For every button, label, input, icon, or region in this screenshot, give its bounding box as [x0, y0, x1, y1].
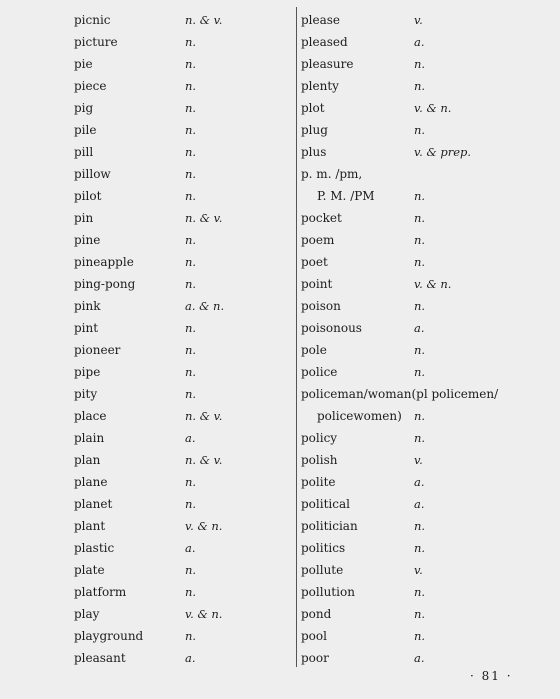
entry-part-of-speech: n.	[185, 167, 197, 181]
entry-word: pile	[74, 123, 97, 137]
entry-part-of-speech: n.	[185, 189, 197, 203]
entry-row	[74, 207, 289, 229]
entry-part-of-speech: n. & v.	[185, 409, 223, 423]
entry-row	[74, 449, 289, 471]
entry-word: P. M. /PM	[317, 189, 375, 203]
entry-row	[301, 295, 541, 317]
entry-word: pilot	[74, 189, 102, 203]
entry-word: politics	[301, 541, 346, 555]
entry-part-of-speech: n.	[414, 585, 426, 599]
entry-row	[74, 229, 289, 251]
entry-part-of-speech: a.	[414, 321, 425, 335]
entry-row	[74, 559, 289, 581]
entry-row	[74, 405, 289, 427]
entry-part-of-speech: n.	[185, 233, 197, 247]
entry-word: poem	[301, 233, 335, 247]
entry-word: police	[301, 365, 338, 379]
entry-part-of-speech: v.	[414, 13, 423, 27]
entry-row	[301, 471, 541, 493]
entry-word: poet	[301, 255, 328, 269]
entry-row	[74, 119, 289, 141]
entry-row	[301, 53, 541, 75]
entry-word: pocket	[301, 211, 342, 225]
entry-word: place	[74, 409, 107, 423]
entry-word: playground	[74, 629, 144, 643]
entry-part-of-speech: a.	[414, 651, 425, 665]
entry-part-of-speech: v. & n.	[185, 607, 223, 621]
entry-part-of-speech: n.	[414, 189, 426, 203]
page-number: · 81 ·	[470, 669, 513, 683]
entry-part-of-speech: n.	[185, 497, 197, 511]
entry-part-of-speech: n.	[414, 431, 426, 445]
entry-word: pollution	[301, 585, 355, 599]
entry-part-of-speech: a. & n.	[185, 299, 225, 313]
entry-row	[74, 317, 289, 339]
entry-row	[74, 581, 289, 603]
entry-row	[74, 273, 289, 295]
entry-word: picnic	[74, 13, 111, 27]
entry-part-of-speech: a.	[414, 35, 425, 49]
entry-part-of-speech: n. & v.	[185, 211, 223, 225]
entry-row	[74, 251, 289, 273]
entry-part-of-speech: n.	[414, 607, 426, 621]
entry-word: pleasant	[74, 651, 126, 665]
entry-part-of-speech: n.	[185, 629, 197, 643]
entry-word: please	[301, 13, 341, 27]
entry-part-of-speech: a.	[414, 475, 425, 489]
entry-word: pill	[74, 145, 94, 159]
entry-word: picture	[74, 35, 118, 49]
entry-part-of-speech: n.	[414, 299, 426, 313]
column-divider	[296, 7, 297, 667]
entry-row	[301, 141, 541, 163]
entry-part-of-speech: n.	[414, 123, 426, 137]
entry-word: pleasure	[301, 57, 354, 71]
right-column	[301, 9, 541, 669]
entry-row	[301, 251, 541, 273]
entry-row	[301, 207, 541, 229]
entry-row	[74, 537, 289, 559]
entry-row	[301, 559, 541, 581]
entry-row	[74, 97, 289, 119]
entry-word: plane	[74, 475, 108, 489]
entry-word: plant	[74, 519, 106, 533]
entry-word: pipe	[74, 365, 101, 379]
entry-word: pleased	[301, 35, 348, 49]
entry-word: pig	[74, 101, 94, 115]
entry-row	[301, 9, 541, 31]
entry-word: plate	[74, 563, 105, 577]
entry-row	[74, 75, 289, 97]
entry-row	[74, 361, 289, 383]
entry-word: pillow	[74, 167, 111, 181]
entry-part-of-speech: n.	[185, 563, 197, 577]
entry-row	[301, 229, 541, 251]
entry-word: planet	[74, 497, 113, 511]
entry-part-of-speech: n.	[185, 101, 197, 115]
entry-part-of-speech: n.	[185, 277, 197, 291]
entry-row	[301, 603, 541, 625]
entry-word: plus	[301, 145, 327, 159]
entry-part-of-speech: n.	[185, 145, 197, 159]
entry-row	[301, 449, 541, 471]
entry-word: platform	[74, 585, 127, 599]
entry-word: policy	[301, 431, 338, 445]
entry-row	[301, 361, 541, 383]
entry-part-of-speech: n. & v.	[185, 453, 223, 467]
entry-part-of-speech: v. & n.	[185, 519, 223, 533]
entry-part-of-speech: n.	[414, 57, 426, 71]
entry-word: politician	[301, 519, 358, 533]
entry-part-of-speech: n.	[414, 519, 426, 533]
entry-word: pool	[301, 629, 327, 643]
entry-row	[301, 405, 541, 427]
entry-row	[74, 141, 289, 163]
entry-row	[301, 119, 541, 141]
entry-row	[74, 427, 289, 449]
entry-part-of-speech: n. & v.	[185, 13, 223, 27]
entry-part-of-speech: n.	[185, 343, 197, 357]
entry-row	[301, 647, 541, 669]
entry-row	[74, 185, 289, 207]
entry-row	[74, 647, 289, 669]
entry-row	[74, 9, 289, 31]
entry-word: piece	[74, 79, 107, 93]
entry-word: pie	[74, 57, 93, 71]
entry-word: play	[74, 607, 100, 621]
entry-row	[74, 471, 289, 493]
entry-word: pint	[74, 321, 99, 335]
entry-word: pin	[74, 211, 94, 225]
entry-part-of-speech: v.	[414, 563, 423, 577]
entry-row	[301, 493, 541, 515]
entry-part-of-speech: v. & n.	[414, 101, 452, 115]
entry-part-of-speech: a.	[185, 541, 196, 555]
entry-row	[301, 163, 541, 185]
entry-row	[301, 581, 541, 603]
entry-word: pollute	[301, 563, 344, 577]
entry-row	[301, 339, 541, 361]
entry-word: plan	[74, 453, 101, 467]
entry-word: pine	[74, 233, 101, 247]
entry-word: plenty	[301, 79, 339, 93]
entry-row	[301, 383, 541, 405]
entry-word: polite	[301, 475, 336, 489]
entry-word: plot	[301, 101, 325, 115]
entry-part-of-speech: n.	[414, 211, 426, 225]
entry-row	[301, 97, 541, 119]
entry-part-of-speech: n.	[414, 541, 426, 555]
entry-row	[301, 537, 541, 559]
entry-word: pioneer	[74, 343, 121, 357]
entry-row	[301, 185, 541, 207]
entry-row	[301, 31, 541, 53]
entry-row	[74, 295, 289, 317]
entry-part-of-speech: n.	[414, 409, 426, 423]
entry-row	[301, 427, 541, 449]
entry-part-of-speech: n.	[185, 387, 197, 401]
entry-row	[301, 75, 541, 97]
entry-row	[74, 31, 289, 53]
entry-word: plug	[301, 123, 328, 137]
entry-part-of-speech: n.	[185, 585, 197, 599]
entry-part-of-speech: a.	[414, 497, 425, 511]
entry-word: polish	[301, 453, 338, 467]
entry-word: ping-pong	[74, 277, 136, 291]
entry-part-of-speech: n.	[185, 365, 197, 379]
entry-part-of-speech: n.	[185, 255, 197, 269]
entry-part-of-speech: n.	[414, 79, 426, 93]
entry-part-of-speech: n.	[414, 343, 426, 357]
entry-part-of-speech: n.	[414, 233, 426, 247]
entry-row	[74, 515, 289, 537]
entry-part-of-speech: a.	[185, 431, 196, 445]
entry-row	[301, 625, 541, 647]
entry-row	[74, 603, 289, 625]
entry-word: policeman/woman(pl policemen/	[301, 387, 499, 401]
left-column	[74, 9, 289, 669]
entry-word: pond	[301, 607, 332, 621]
entry-word: pole	[301, 343, 327, 357]
entry-row	[74, 339, 289, 361]
entry-row	[301, 317, 541, 339]
entry-part-of-speech: n.	[185, 57, 197, 71]
entry-part-of-speech: v. & n.	[414, 277, 452, 291]
entry-row	[301, 273, 541, 295]
entry-word: pity	[74, 387, 98, 401]
entry-row	[74, 625, 289, 647]
entry-part-of-speech: n.	[185, 79, 197, 93]
entry-word: policewomen)	[317, 409, 402, 423]
entry-word: pink	[74, 299, 101, 313]
entry-row	[74, 493, 289, 515]
entry-part-of-speech: n.	[414, 629, 426, 643]
entry-row	[74, 53, 289, 75]
entry-part-of-speech: n.	[414, 255, 426, 269]
entry-row	[301, 515, 541, 537]
entry-word: poor	[301, 651, 329, 665]
entry-part-of-speech: v. & prep.	[414, 145, 472, 159]
entry-word: poisonous	[301, 321, 362, 335]
entry-word: p. m. /pm,	[301, 167, 363, 181]
entry-row	[74, 383, 289, 405]
entry-word: point	[301, 277, 333, 291]
entry-word: plain	[74, 431, 105, 445]
entry-part-of-speech: n.	[185, 475, 197, 489]
entry-word: political	[301, 497, 350, 511]
entry-part-of-speech: n.	[185, 123, 197, 137]
entry-word: plastic	[74, 541, 115, 555]
entry-part-of-speech: a.	[185, 651, 196, 665]
entry-word: pineapple	[74, 255, 134, 269]
entry-part-of-speech: n.	[414, 365, 426, 379]
entry-part-of-speech: n.	[185, 35, 197, 49]
entry-row	[74, 163, 289, 185]
entry-word: poison	[301, 299, 341, 313]
entry-part-of-speech: n.	[185, 321, 197, 335]
entry-part-of-speech: v.	[414, 453, 423, 467]
